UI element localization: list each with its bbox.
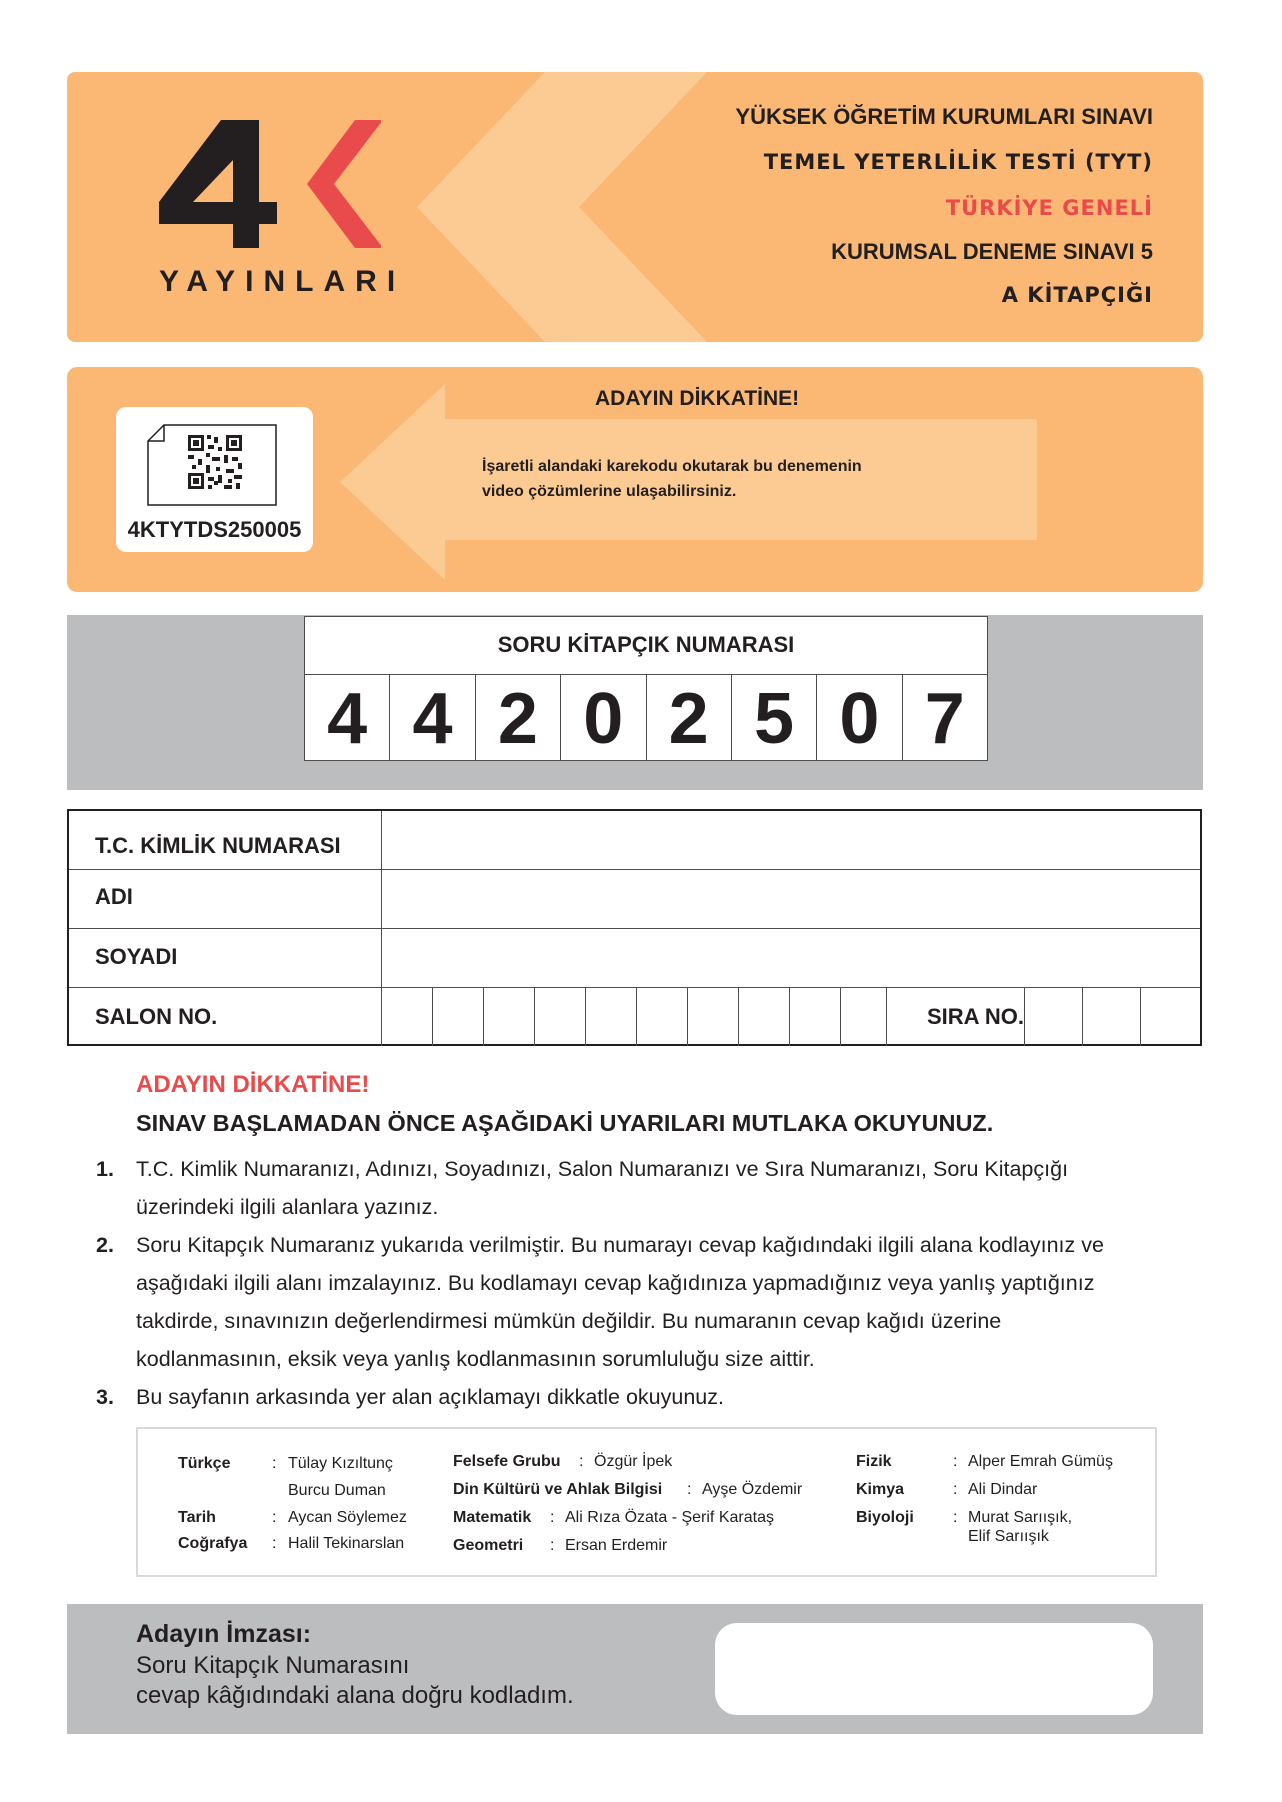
qr-code-icon <box>146 423 280 507</box>
warnings-title: ADAYIN DİKKATİNE! <box>136 1071 370 1098</box>
author-name: Elif Sarıışık <box>968 1528 1049 1545</box>
booklet-digit: 4 <box>390 674 475 761</box>
salon-cells <box>381 988 891 1046</box>
header-test-name: TEMEL YETERLİLİK TESTİ (TYT) <box>763 150 1153 174</box>
tc-field[interactable] <box>382 811 1200 869</box>
logo-4k-icon <box>159 120 381 260</box>
tc-label: T.C. KİMLİK NUMARASI <box>95 833 341 858</box>
name-field[interactable] <box>382 870 1200 928</box>
author-colon: : <box>953 1509 958 1526</box>
sira-cell[interactable] <box>1082 988 1140 1046</box>
warning-number: 1. <box>96 1157 114 1181</box>
salon-cell[interactable] <box>534 988 585 1046</box>
name-row <box>69 870 1200 929</box>
booklet-digit: 7 <box>924 679 965 759</box>
author-name: Ali Rıza Özata - Şerif Karataş <box>565 1509 774 1526</box>
author-name: Burcu Duman <box>288 1482 386 1499</box>
author-subject: Matematik <box>453 1509 532 1526</box>
candidate-info-form <box>67 809 1202 1046</box>
author-colon: : <box>550 1509 555 1526</box>
booklet-digits <box>305 674 987 761</box>
salon-cell[interactable] <box>636 988 687 1046</box>
salon-cell[interactable] <box>738 988 789 1046</box>
salon-cell[interactable] <box>789 988 840 1046</box>
notice-text-line1: İşaretli alandaki karekodu okutarak bu denemenin <box>482 458 862 475</box>
booklet-digit: 4 <box>305 674 390 761</box>
warning-item <box>96 1226 1186 1378</box>
header-booklet-type: A KİTAPÇIĞI <box>1001 283 1153 307</box>
header-exam-number: KURUMSAL DENEME SINAVI 5 <box>831 239 1153 264</box>
signature-title: Adayın İmzası: <box>136 1620 312 1648</box>
author-name: Ersan Erdemir <box>565 1537 668 1554</box>
notice-text <box>482 454 862 504</box>
author-colon: : <box>272 1535 277 1552</box>
signature-box[interactable] <box>715 1623 1153 1715</box>
sira-cell[interactable] <box>1140 988 1198 1046</box>
author-colon: : <box>953 1453 958 1470</box>
author-subject: Geometri <box>453 1537 524 1554</box>
qr-card[interactable] <box>116 407 313 552</box>
signature-band <box>67 1604 1203 1734</box>
author-name: Murat Sarıışık, <box>968 1509 1073 1526</box>
surname-row <box>69 929 1200 988</box>
author-subject: Felsefe Grubu <box>453 1453 561 1470</box>
sira-label: SIRA NO. <box>927 1004 1024 1029</box>
booklet-number-title: SORU KİTAPÇIK NUMARASI <box>305 617 987 675</box>
author-name: Tülay Kızıltunç <box>288 1455 393 1472</box>
author-colon: : <box>687 1481 692 1498</box>
salon-label: SALON NO. <box>95 1004 218 1029</box>
author-name: Aycan Söylemez <box>288 1509 407 1526</box>
tc-row <box>69 811 1200 870</box>
header-exam-name: YÜKSEK ÖĞRETİM KURUMLARI SINAVI <box>735 104 1153 129</box>
surname-field[interactable] <box>382 929 1200 987</box>
salon-cell[interactable] <box>432 988 483 1046</box>
warning-item <box>96 1150 1186 1226</box>
qr-code-id: 4KTYTDS250005 <box>127 517 302 542</box>
header-scope: TÜRKİYE GENELİ <box>945 196 1153 220</box>
warning-line: Soru Kitapçık Numaranız yukarıda verilmiştir. Bu numarayı cevap kağıdındaki ilgili alana kodlayınız ve <box>136 1233 1104 1257</box>
logo-text: YAYINLARI <box>159 265 406 298</box>
warning-line: kodlanmasının, eksik veya yanlış kodlanmasının sorumluluğu size aittir. <box>136 1347 815 1371</box>
notice-band <box>67 367 1203 592</box>
author-name: Özgür İpek <box>594 1453 673 1470</box>
salon-cell[interactable] <box>585 988 636 1046</box>
warning-line: takdirde, sınavınızın değerlendirmesi mümkün değildir. Bu numaranın cevap kağıdı üzerine <box>136 1309 1002 1333</box>
author-colon: : <box>272 1455 277 1472</box>
author-subject: Türkçe <box>178 1455 231 1472</box>
warning-line: aşağıdaki ilgili alanı imzalayınız. Bu kodlamayı cevap kağıdınıza yapmadığınız veya yanlış yaptığınız <box>136 1271 1095 1295</box>
authors-box <box>136 1427 1157 1577</box>
warning-line: Bu sayfanın arkasında yer alan açıklamayı dikkatle okuyunuz. <box>136 1385 724 1409</box>
booklet-digit: 5 <box>732 674 817 761</box>
salon-cell[interactable] <box>687 988 738 1046</box>
warnings-list <box>96 1150 1186 1416</box>
warning-line: T.C. Kimlik Numaranızı, Adınızı, Soyadınızı, Salon Numaranızı ve Sıra Numaranızı, Soru Kitapçığı <box>136 1157 1069 1181</box>
surname-label: SOYADI <box>95 944 178 969</box>
warning-line: üzerindeki ilgili alanlara yazınız. <box>136 1195 439 1219</box>
author-subject: Biyoloji <box>856 1509 914 1526</box>
author-name: Halil Tekinarslan <box>288 1535 405 1552</box>
author-name: Ali Dindar <box>968 1481 1038 1498</box>
sira-cells <box>1024 988 1198 1046</box>
booklet-digit: 2 <box>476 674 561 761</box>
salon-cell[interactable] <box>483 988 534 1046</box>
author-colon: : <box>953 1481 958 1498</box>
salon-row <box>69 988 1200 1046</box>
author-colon: : <box>550 1537 555 1554</box>
sira-cell[interactable] <box>1024 988 1082 1046</box>
name-label: ADI <box>95 884 133 909</box>
header-band <box>67 72 1203 342</box>
warnings-subtitle: SINAV BAŞLAMADAN ÖNCE AŞAĞIDAKİ UYARILARI MUTLAKA OKUYUNUZ. <box>136 1110 994 1136</box>
author-name: Ayşe Özdemir <box>702 1481 803 1498</box>
salon-cell[interactable] <box>381 988 432 1046</box>
author-subject: Fizik <box>856 1453 892 1470</box>
author-subject: Coğrafya <box>178 1535 248 1552</box>
booklet-digit: 0 <box>561 674 646 761</box>
author-colon: : <box>579 1453 584 1470</box>
author-name: Alper Emrah Gümüş <box>968 1453 1113 1470</box>
author-colon: : <box>272 1509 277 1526</box>
signature-line2: cevap kâğıdındaki alana doğru kodladım. <box>136 1682 574 1709</box>
author-subject: Tarih <box>178 1509 216 1526</box>
booklet-digit: 0 <box>817 674 902 761</box>
signature-line1: Soru Kitapçık Numarasını <box>136 1652 410 1679</box>
salon-cell[interactable] <box>840 988 891 1046</box>
booklet-number-box <box>304 616 988 761</box>
booklet-digit: 2 <box>647 674 732 761</box>
warning-number: 2. <box>96 1233 114 1257</box>
warning-number: 3. <box>96 1385 114 1409</box>
author-subject: Kimya <box>856 1481 905 1498</box>
notice-title: ADAYIN DİKKATİNE! <box>595 387 800 410</box>
author-subject: Din Kültürü ve Ahlak Bilgisi <box>453 1481 663 1498</box>
warning-item <box>96 1378 1186 1416</box>
notice-text-line2: video çözümlerine ulaşabilirsiniz. <box>482 483 737 500</box>
